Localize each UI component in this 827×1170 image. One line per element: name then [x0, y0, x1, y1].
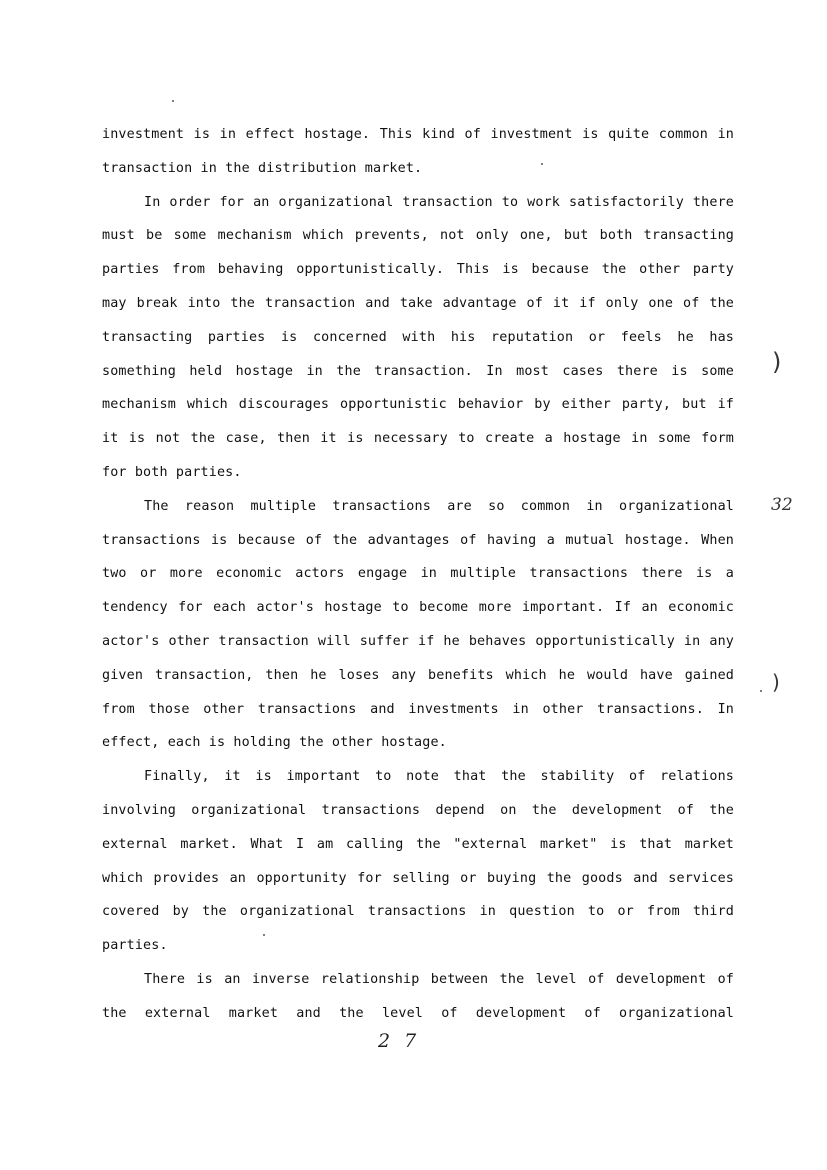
text-line: may break into the transaction and take advantage of it if only one of the — [102, 295, 734, 311]
margin-bracket-mark: ) — [772, 670, 780, 694]
text-line: The reason multiple transactions are so common in organizational — [144, 498, 734, 514]
scan-speck — [541, 163, 543, 165]
text-line: transactions is because of the advantages of having a mutual hostage. When — [102, 532, 734, 548]
margin-bracket-mark: ) — [772, 348, 782, 376]
text-line: Finally, it is important to note that the stability of relations — [144, 769, 734, 785]
text-line: given transaction, then he loses any benefits which he would have gained — [102, 667, 734, 683]
text-line: which provides an opportunity for selling or buying the goods and services — [102, 870, 734, 886]
text-line: it is not the case, then it is necessary to create a hostage in some form — [102, 431, 734, 447]
text-line: covered by the organizational transactions in question to or from third — [102, 904, 734, 920]
text-line: parties. — [102, 938, 168, 954]
text-line: for both parties. — [102, 464, 242, 480]
text-line: something held hostage in the transaction. In most cases there is some — [102, 363, 734, 379]
scan-speck — [760, 690, 762, 692]
text-line: In order for an organizational transaction to work satisfactorily there — [144, 194, 734, 210]
text-line: investment is in effect hostage. This kind of investment is quite common in — [102, 127, 734, 142]
text-line: parties from behaving opportunistically. This is because the other party — [102, 262, 734, 278]
text-line: transaction in the distribution market. — [102, 160, 423, 176]
text-line: two or more economic actors engage in multiple transactions there is a — [102, 566, 734, 582]
text-line: effect, each is holding the other hostage. — [102, 735, 447, 751]
text-line: actor's other transaction will suffer if he behaves opportunistically in any — [102, 633, 734, 649]
margin-page-number: 32 — [771, 495, 793, 515]
text-line: There is an inverse relationship between the level of development of — [144, 971, 734, 987]
text-line: from those other transactions and investments in other transactions. In — [102, 701, 734, 717]
text-line: tendency for each actor's hostage to become more important. If an economic — [102, 600, 734, 616]
page-number: 2 7 — [378, 1030, 421, 1052]
body-text — [102, 118, 734, 1031]
text-line: external market. What I am calling the "external market" is that market — [102, 836, 734, 852]
text-line: the external market and the level of development of organizational — [102, 1005, 734, 1021]
scan-speck — [263, 934, 265, 936]
text-line: must be some mechanism which prevents, not only one, but both transacting — [102, 228, 734, 244]
text-line: transacting parties is concerned with his reputation or feels he has — [102, 329, 734, 345]
scan-speck — [172, 100, 174, 102]
text-line: mechanism which discourages opportunistic behavior by either party, but if — [102, 397, 734, 413]
text-line: involving organizational transactions depend on the development of the — [102, 802, 734, 818]
